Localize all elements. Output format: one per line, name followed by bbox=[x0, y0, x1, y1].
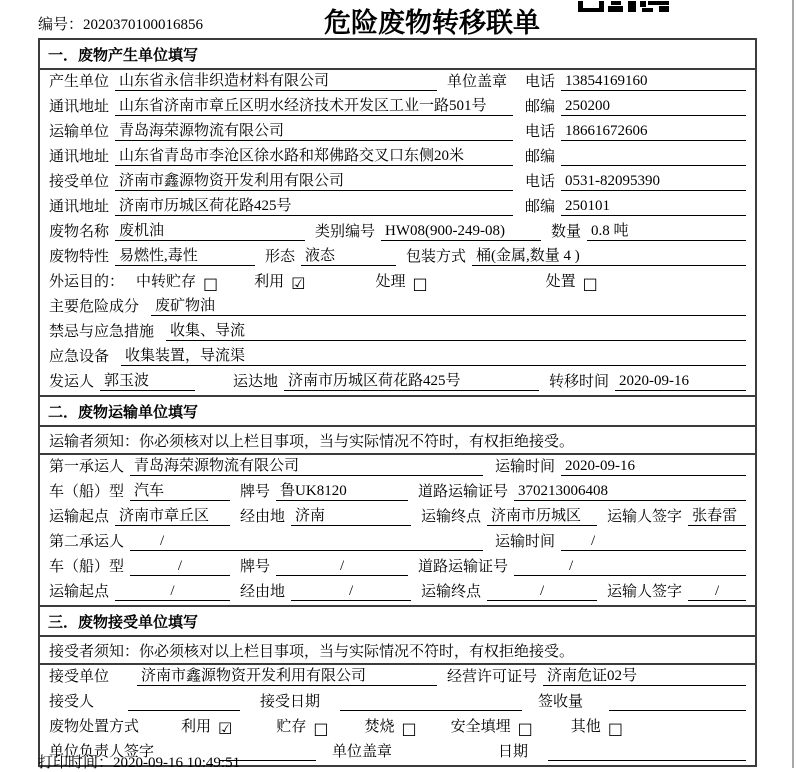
receiver-phone-label: 电话 bbox=[524, 174, 555, 190]
shipper-time-value: 2020-09-16 bbox=[615, 373, 746, 391]
receiver-label: 接受单位 bbox=[49, 174, 110, 190]
vehicle2-plate-label: 牌号 bbox=[240, 559, 271, 575]
route1-sign-label: 运输人签字 bbox=[607, 509, 683, 525]
carrier2-label: 第二承运人 bbox=[49, 534, 125, 550]
accept-unit-value: 济南市鑫源物资开发利用有限公司 bbox=[137, 664, 437, 686]
receiver-zip-label: 邮编 bbox=[524, 199, 555, 215]
acceptor-value bbox=[128, 710, 240, 711]
field-row-receiver bbox=[40, 170, 755, 195]
emergency-value: 收集、导流 bbox=[166, 319, 746, 341]
route1-via-value: 济南 bbox=[291, 504, 411, 526]
section2-notice-label: 运输者须知： bbox=[49, 432, 140, 450]
carrier1-time-value: 2020-09-16 bbox=[561, 458, 746, 476]
vehicle1-plate-label: 牌号 bbox=[240, 484, 271, 500]
receiver-phone-value: 0531-82095390 bbox=[561, 173, 746, 191]
manifest-form bbox=[38, 38, 757, 767]
field-row-emergency bbox=[40, 320, 755, 345]
checkbox-disposal-landfill: □ bbox=[517, 719, 533, 738]
field-row-producer-address bbox=[40, 95, 755, 120]
route2-via-value: / bbox=[291, 583, 411, 601]
waste-packing-label: 包装方式 bbox=[406, 249, 467, 265]
vehicle2-license-value: / bbox=[514, 558, 746, 576]
checkbox-dispose: □ bbox=[582, 274, 598, 293]
section2-header: 二．废物运输单位填写 bbox=[40, 395, 755, 427]
producer-value: 山东省永信非织造材料有限公司 bbox=[115, 69, 437, 91]
purpose-option-transfer-storage: 中转贮存 □ bbox=[136, 274, 219, 293]
print-time-label: 打印时间： bbox=[38, 755, 114, 771]
field-row-receiver-address bbox=[40, 195, 755, 220]
field-row-carrier2 bbox=[40, 530, 755, 555]
section3-notice-label: 接受者须知： bbox=[49, 642, 140, 660]
waste-props-value: 易燃性,毒性 bbox=[115, 244, 255, 266]
shipper-dest-value: 济南市历城区荷花路425号 bbox=[284, 369, 539, 391]
producer-stamp-label: 单位盖章 bbox=[447, 74, 508, 90]
route1-start-label: 运输起点 bbox=[49, 509, 110, 525]
route2-start-value: / bbox=[115, 583, 230, 601]
carrier1-value: 青岛海荣源物流有限公司 bbox=[130, 454, 483, 476]
transporter-zip-label: 邮编 bbox=[524, 149, 555, 165]
vehicle1-value: 汽车 bbox=[130, 479, 230, 501]
checkbox-disposal-store: □ bbox=[313, 719, 329, 738]
field-row-shipper bbox=[40, 370, 755, 395]
field-row-vehicle1 bbox=[40, 480, 755, 505]
purpose-option-dispose: 处置 □ bbox=[545, 274, 598, 293]
route2-start-label: 运输起点 bbox=[49, 584, 110, 600]
page-title: 危险废物转移联单 bbox=[324, 8, 540, 38]
hazard-label: 主要危险成分 bbox=[49, 299, 140, 315]
waste-name-value: 废机油 bbox=[115, 219, 305, 241]
section2-notice-text: 你必须核对以上栏目事项，当与实际情况不符时，有权拒绝接受。 bbox=[139, 432, 575, 450]
vehicle1-license-value: 370213006408 bbox=[514, 483, 746, 501]
disposal-option-landfill: 安全填埋 □ bbox=[450, 719, 533, 738]
waste-name-label: 废物名称 bbox=[49, 224, 110, 240]
transporter-address-value: 山东省青岛市李沧区徐水路和郑佛路交叉口东侧20米 bbox=[115, 144, 513, 166]
shipper-value: 郭玉波 bbox=[100, 369, 195, 391]
transporter-phone-label: 电话 bbox=[524, 124, 555, 140]
route2-sign-value: / bbox=[688, 583, 746, 601]
vehicle1-plate-value: 鲁UK8120 bbox=[276, 479, 408, 501]
accept-license-value: 济南危证02号 bbox=[543, 664, 746, 686]
carrier2-value: / bbox=[130, 533, 483, 551]
page-edge-divider bbox=[792, 0, 794, 768]
route1-via-label: 经由地 bbox=[240, 509, 286, 525]
shipper-label: 发运人 bbox=[49, 374, 95, 390]
section1-header: 一．废物产生单位填写 bbox=[40, 40, 755, 70]
checkbox-utilize: ☑ bbox=[291, 274, 306, 293]
producer-label: 产生单位 bbox=[49, 74, 110, 90]
producer-zip-value: 250200 bbox=[561, 98, 746, 116]
section3-notice-text: 你必须核对以上栏目事项，当与实际情况不符时，有权拒绝接受。 bbox=[139, 642, 575, 660]
waste-category-label: 类别编号 bbox=[315, 224, 376, 240]
route1-end-label: 运输终点 bbox=[421, 509, 482, 525]
vehicle1-label: 车（船）型 bbox=[49, 484, 125, 500]
section2-notice bbox=[40, 427, 755, 455]
field-row-purpose bbox=[40, 270, 755, 295]
carrier2-time-label: 运输时间 bbox=[494, 534, 555, 550]
producer-zip-label: 邮编 bbox=[524, 99, 555, 115]
waste-form-value: 液态 bbox=[301, 244, 396, 266]
producer-address-label: 通讯地址 bbox=[49, 99, 110, 115]
waste-packing-value: 桶(金属,数量 4 ) bbox=[472, 244, 746, 266]
field-row-carrier1 bbox=[40, 455, 755, 480]
producer-address-value: 山东省济南市章丘区明水经济技术开发区工业一路501号 bbox=[115, 94, 513, 116]
receiver-value: 济南市鑫源物资开发利用有限公司 bbox=[115, 169, 513, 191]
purpose-option-utilize: 利用 ☑ bbox=[254, 274, 306, 293]
transporter-value: 青岛海荣源物流有限公司 bbox=[115, 119, 513, 141]
accept-date-value bbox=[340, 710, 522, 711]
route2-end-value: / bbox=[487, 583, 597, 601]
route1-start-value: 济南市章丘区 bbox=[115, 504, 230, 526]
waste-category-value: HW08(900-249-08) bbox=[381, 223, 541, 241]
disposal-option-incinerate: 焚烧 □ bbox=[364, 719, 417, 738]
field-row-producer bbox=[40, 70, 755, 95]
serial-label: 编号： bbox=[38, 17, 84, 33]
field-row-transporter-address bbox=[40, 145, 755, 170]
checkbox-treat: □ bbox=[412, 274, 428, 293]
equipment-value: 收集装置，导流渠 bbox=[121, 344, 746, 366]
producer-phone-label: 电话 bbox=[524, 74, 555, 90]
route1-end-value: 济南市历城区 bbox=[487, 504, 597, 526]
sign-date-label: 日期 bbox=[498, 744, 529, 760]
print-time-value: 2020-09-16 10:49:51 bbox=[113, 755, 241, 771]
unit-stamp-label: 单位盖章 bbox=[332, 744, 393, 760]
field-row-vehicle2 bbox=[40, 555, 755, 580]
checkbox-transfer-storage: □ bbox=[203, 274, 219, 293]
acceptor-label: 接受人 bbox=[49, 694, 95, 710]
transporter-phone-value: 18661672606 bbox=[561, 123, 746, 141]
disposal-label: 废物处置方式 bbox=[49, 719, 140, 735]
route2-end-label: 运输终点 bbox=[421, 584, 482, 600]
field-row-hazard bbox=[40, 295, 755, 320]
carrier2-time-value: / bbox=[561, 533, 746, 551]
section3-notice bbox=[40, 637, 755, 665]
accept-date-label: 接受日期 bbox=[260, 694, 321, 710]
accept-unit-label: 接受单位 bbox=[49, 669, 110, 685]
route2-sign-label: 运输人签字 bbox=[607, 584, 683, 600]
accept-license-label: 经营许可证号 bbox=[447, 669, 538, 685]
shipper-time-label: 转移时间 bbox=[549, 374, 610, 390]
waste-form-label: 形态 bbox=[265, 249, 296, 265]
waste-qty-value: 0.8 吨 bbox=[587, 219, 746, 241]
field-row-equipment bbox=[40, 345, 755, 370]
disposal-option-utilize: 利用 ☑ bbox=[181, 719, 233, 738]
field-row-waste-props bbox=[40, 245, 755, 270]
vehicle2-value: / bbox=[130, 558, 230, 576]
accept-qty-label: 签收量 bbox=[538, 694, 584, 710]
receiver-address-label: 通讯地址 bbox=[49, 199, 110, 215]
transporter-address-label: 通讯地址 bbox=[49, 149, 110, 165]
section3-header: 三．废物接受单位填写 bbox=[40, 605, 755, 637]
checkbox-disposal-other: □ bbox=[607, 719, 623, 738]
purpose-option-treat: 处理 □ bbox=[375, 274, 428, 293]
emergency-label: 禁忌与应急措施 bbox=[49, 324, 155, 340]
print-time bbox=[38, 751, 240, 772]
waste-qty-label: 数量 bbox=[551, 224, 582, 240]
checkbox-disposal-utilize: ☑ bbox=[218, 719, 233, 738]
disposal-option-other: 其他 □ bbox=[570, 719, 623, 738]
signature-label: 单位负责人签字 bbox=[49, 744, 155, 760]
checkbox-disposal-incinerate: □ bbox=[401, 719, 417, 738]
vehicle1-license-label: 道路运输证号 bbox=[418, 484, 509, 500]
receiver-zip-value: 250101 bbox=[561, 198, 746, 216]
carrier1-label: 第一承运人 bbox=[49, 459, 125, 475]
transporter-label: 运输单位 bbox=[49, 124, 110, 140]
field-row-route2 bbox=[40, 580, 755, 605]
serial-value: 2020370100016856 bbox=[83, 17, 204, 33]
hazard-value: 废矿物油 bbox=[151, 294, 746, 316]
route2-via-label: 经由地 bbox=[240, 584, 286, 600]
equipment-label: 应急设备 bbox=[49, 349, 110, 365]
field-row-transporter bbox=[40, 120, 755, 145]
field-row-disposal bbox=[40, 715, 755, 740]
vehicle2-plate-value: / bbox=[276, 558, 408, 576]
field-row-waste-name bbox=[40, 220, 755, 245]
producer-phone-value: 13854169160 bbox=[561, 73, 746, 91]
carrier1-time-label: 运输时间 bbox=[494, 459, 555, 475]
sign-date-value bbox=[548, 760, 746, 761]
vehicle2-label: 车（船）型 bbox=[49, 559, 125, 575]
shipper-dest-label: 运达地 bbox=[233, 374, 279, 390]
disposal-option-store: 贮存 □ bbox=[276, 719, 329, 738]
receiver-address-value: 济南市历城区荷花路425号 bbox=[115, 194, 513, 216]
field-row-accept-unit bbox=[40, 665, 755, 690]
accept-qty-value bbox=[609, 710, 746, 711]
route1-sign-value: 张春雷 bbox=[688, 504, 746, 526]
field-row-acceptor bbox=[40, 690, 755, 715]
purpose-label: 外运目的： bbox=[49, 274, 125, 290]
waste-props-label: 废物特性 bbox=[49, 249, 110, 265]
field-row-route1 bbox=[40, 505, 755, 530]
transporter-zip-value bbox=[561, 165, 746, 166]
vehicle2-license-label: 道路运输证号 bbox=[418, 559, 509, 575]
